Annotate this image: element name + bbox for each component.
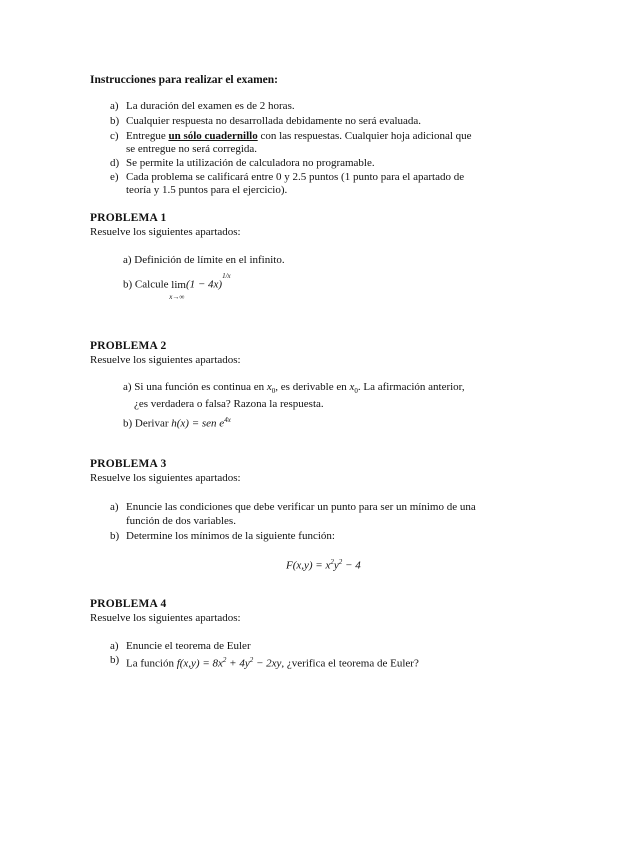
instruction-text-continuation: teoría y 1.5 puntos para el ejercicio). [126,184,288,196]
instructions-title: Instrucciones para realizar el examen: [90,74,279,86]
problem-part-a: Enuncie las condiciones que debe verificar un punto para ser un mínimo de una [126,501,476,513]
problem-part-label: b) [110,654,120,666]
problem-part-a: a) Definición de límite en el infinito. [123,254,285,266]
instruction-text: La duración del examen es de 2 horas. [126,100,295,112]
problem-subtitle: Resuelve los siguientes apartados: [90,226,241,238]
part-b-suffix: , ¿verifica el teorema de Euler? [281,657,419,670]
function-expression: h(x) = sen e [171,417,225,430]
instruction-label: c) [110,130,119,142]
problem-subtitle: Resuelve los siguientes apartados: [90,354,241,366]
formula-part: f(x,y) = 8x [176,657,223,670]
part-b-prefix: La función [126,657,177,670]
problem-part-b [126,654,419,670]
formula-exponent: 2 [330,558,334,566]
instruction-label: a) [110,100,119,112]
instruction-label: d) [110,157,120,169]
problem-title: PROBLEMA 4 [90,598,167,610]
instruction-text-pre: Entregue [126,130,169,142]
limit-exponent: 1/x [222,272,231,280]
formula-part: + 4y [226,657,250,670]
formula-exponent: 2 [249,656,254,664]
limit-text: lim [171,278,186,291]
problem-subtitle: Resuelve los siguientes apartados: [90,472,241,484]
instruction-text-post: con las respuestas. Cualquier hoja adicional que [257,130,472,142]
formula-part: − 2xy [253,657,282,670]
problem-title: PROBLEMA 3 [90,458,167,470]
variable-subscript: 0 [354,387,358,396]
part-a-suffix: . La afirmación anterior, [357,381,465,393]
problem-part-a-continuation: ¿es verdadera o falsa? Razona la respuesta. [134,398,324,410]
problem-part-b [123,414,231,430]
part-a-prefix: a) Si una función es continua en [123,381,267,393]
instruction-text [126,130,472,142]
formula-part: − 4 [342,559,361,572]
variable-x: x [349,381,355,393]
part-a-middle: , es derivable en [275,381,350,393]
instruction-label: b) [110,115,120,127]
formula-exponent: 2 [222,656,227,664]
instruction-label: e) [110,171,119,183]
formula-part: F(x,y) = x [286,559,331,572]
part-b-prefix: b) Calcule [123,278,172,291]
instruction-emphasis: un sólo cuadernillo [168,130,258,142]
instruction-text: Cada problema se calificará entre 0 y 2.5 puntos (1 punto para el apartado de [126,171,465,183]
problem-title: PROBLEMA 1 [90,212,167,224]
instruction-text-continuation: se entregue no será corregida. [126,143,258,155]
limit-expression: (1 − 4x) [185,278,223,291]
problem-subtitle: Resuelve los siguientes apartados: [90,612,241,624]
part-b-prefix: b) Derivar [123,417,172,430]
limit-subscript: x→∞ [169,292,185,301]
variable-subscript: 0 [271,387,276,396]
problem-part-a [123,381,465,397]
problem-part-b: Determine los mínimos de la siguiente función: [126,530,335,542]
formula-part: y [333,559,339,572]
function-formula [286,556,361,572]
problem-part-b [123,272,231,301]
limit-operator [169,278,186,301]
problem-part-label: a) [110,640,119,652]
instruction-text: Se permite la utilización de calculadora no programable. [126,157,375,169]
problem-title: PROBLEMA 2 [90,340,167,352]
instruction-text: Cualquier respuesta no desarrollada debidamente no será evaluada. [126,115,422,127]
problem-part-a-continuation: función de dos variables. [126,515,236,527]
function-exponent: 4x [224,416,231,424]
variable-x: x [266,381,272,393]
formula-exponent: 2 [338,558,343,566]
problem-part-label: b) [110,530,120,542]
problem-part-a: Enuncie el teorema de Euler [126,640,251,652]
problem-part-label: a) [110,501,119,513]
